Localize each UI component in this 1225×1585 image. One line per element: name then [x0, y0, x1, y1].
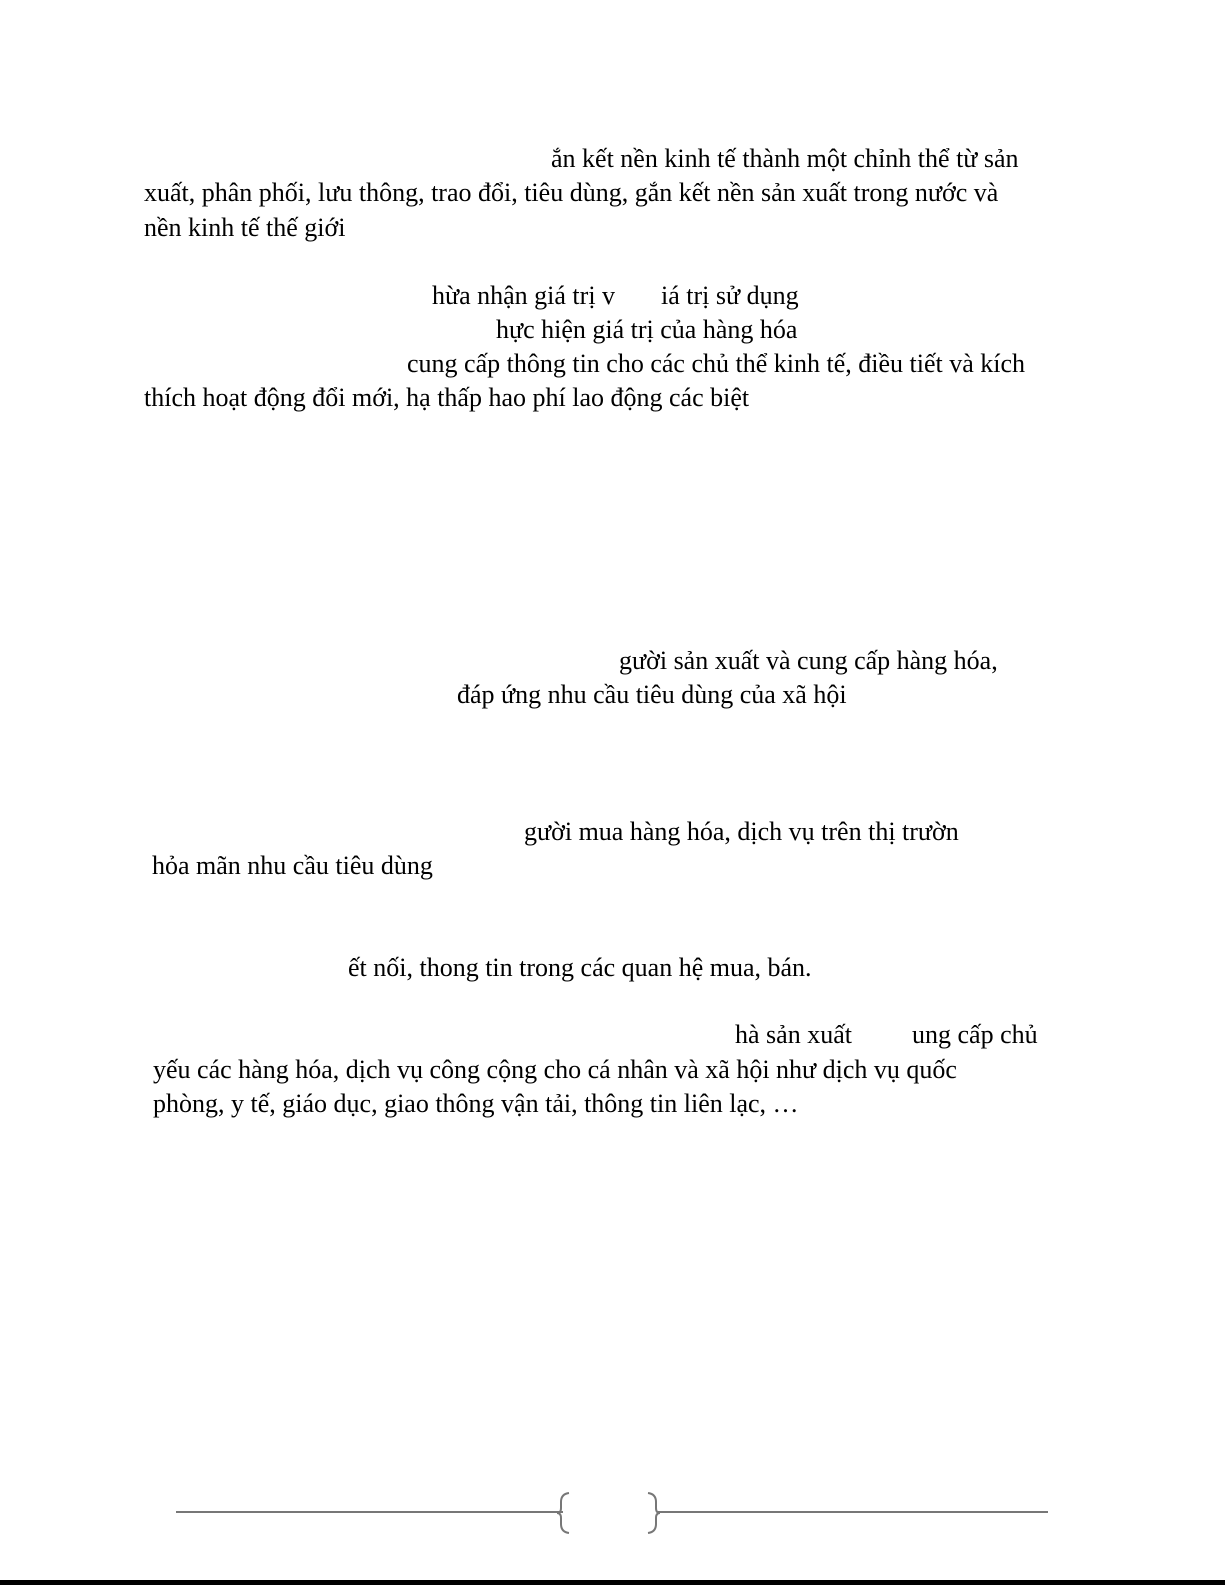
text-line: thích hoạt động đổi mới, hạ thấp hao phí lao động các biệt — [144, 383, 750, 412]
text-line: gười mua hàng hóa, dịch vụ trên thị trườn — [524, 817, 959, 846]
text-line: cung cấp thông tin cho các chủ thể kinh tế, điều tiết và kích — [407, 349, 1026, 378]
text-line: iá trị sử dụng — [661, 281, 799, 310]
text-line: ết nối, thong tin trong các quan hệ mua, bán. — [348, 953, 812, 982]
footer-left-bracket-icon — [557, 1492, 571, 1534]
text-line: hực hiện giá trị của hàng hóa — [496, 315, 798, 344]
text-line: hà sản xuất — [735, 1020, 852, 1049]
text-line: đáp ứng nhu cầu tiêu dùng của xã hội — [457, 680, 847, 709]
bottom-edge-bar — [0, 1580, 1225, 1585]
text-line: hỏa mãn nhu cầu tiêu dùng — [152, 851, 433, 880]
text-line: gười sản xuất và cung cấp hàng hóa, — [619, 646, 998, 675]
text-line: yếu các hàng hóa, dịch vụ công cộng cho cá nhân và xã hội như dịch vụ quốc — [153, 1055, 957, 1084]
footer-rule-right — [658, 1511, 1048, 1513]
text-line: xuất, phân phối, lưu thông, trao đổi, tiêu dùng, gắn kết nền sản xuất trong nước và — [144, 178, 999, 207]
footer-rule-left — [176, 1511, 563, 1513]
text-line: hừa nhận giá trị v — [432, 281, 616, 310]
text-line: ung cấp chủ — [912, 1020, 1038, 1049]
text-line: nền kinh tế thế giới — [144, 213, 346, 242]
footer-right-bracket-icon — [646, 1492, 660, 1534]
text-line: phòng, y tế, giáo dục, giao thông vận tải, thông tin liên lạc, … — [153, 1089, 799, 1118]
text-line: ắn kết nền kinh tế thành một chỉnh thể từ sản — [551, 144, 1019, 173]
